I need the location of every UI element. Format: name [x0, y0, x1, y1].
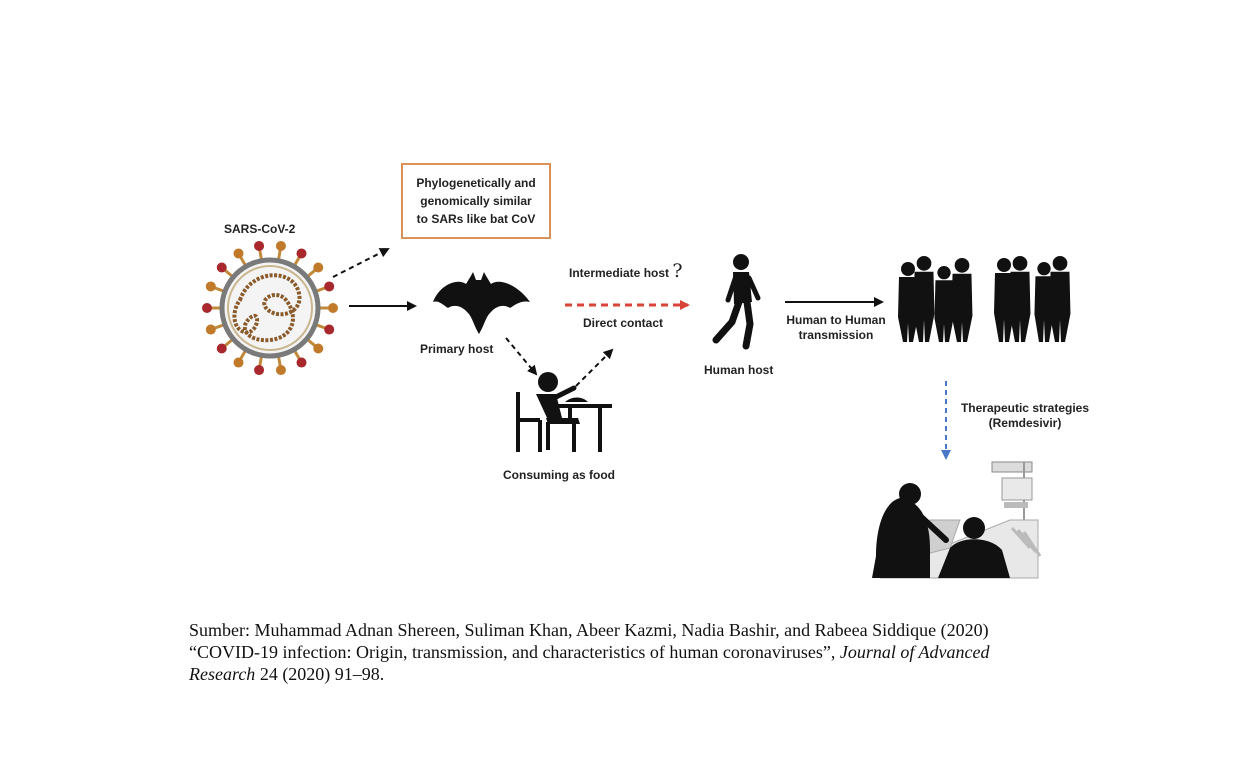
- caption-suffix: 24 (2020) 91–98.: [259, 664, 385, 684]
- arrow-bat-to-consumer: [506, 338, 536, 374]
- direct-contact-label: Direct contact: [583, 316, 664, 330]
- human-host-icon: [716, 254, 758, 346]
- intermediate-host-text: Intermediate host: [569, 266, 670, 280]
- hospital-bed-icon: [872, 462, 1040, 578]
- h2h-line-1: Human to Human: [786, 313, 886, 327]
- callout-line-2: genomically similar: [420, 194, 532, 208]
- therapy-label: [955, 401, 1095, 431]
- intermediate-host-label: [569, 260, 683, 282]
- person-eating-icon: [518, 372, 612, 452]
- h2h-line-2: transmission: [798, 328, 874, 342]
- primary-host-label: Primary host: [420, 342, 494, 356]
- virus-label: SARS-CoV-2: [224, 222, 296, 236]
- caption-journal: Journal of Advanced Research: [189, 642, 990, 684]
- therapy-line-2: (Remdesivir): [988, 416, 1062, 430]
- h2h-label: [781, 313, 891, 343]
- source-caption: [189, 619, 1019, 685]
- therapy-line-1: Therapeutic strategies: [960, 401, 1090, 415]
- arrow-consumer-to-direct-contact: [576, 350, 612, 386]
- bat-icon: [433, 272, 530, 334]
- human-host-label: Human host: [704, 363, 774, 377]
- crowd-icon: [898, 256, 1070, 342]
- question-mark: ?: [672, 260, 683, 282]
- similarity-callout: [401, 163, 551, 239]
- virus-icon: [202, 241, 338, 375]
- caption-prefix: Sumber: Muhammad Adnan Shereen, Suliman Khan, Abeer Kazmi, Nadia Bashir, and Rabeea Siddique (2020) “COVID-19 infection: Origin, transmission, and characteristics of human coronaviruses”,: [189, 620, 989, 662]
- arrow-virus-to-callout: [333, 249, 388, 277]
- callout-line-3: to SARs like bat CoV: [416, 212, 536, 226]
- consuming-label: Consuming as food: [503, 468, 615, 482]
- callout-line-1: Phylogenetically and: [416, 176, 536, 190]
